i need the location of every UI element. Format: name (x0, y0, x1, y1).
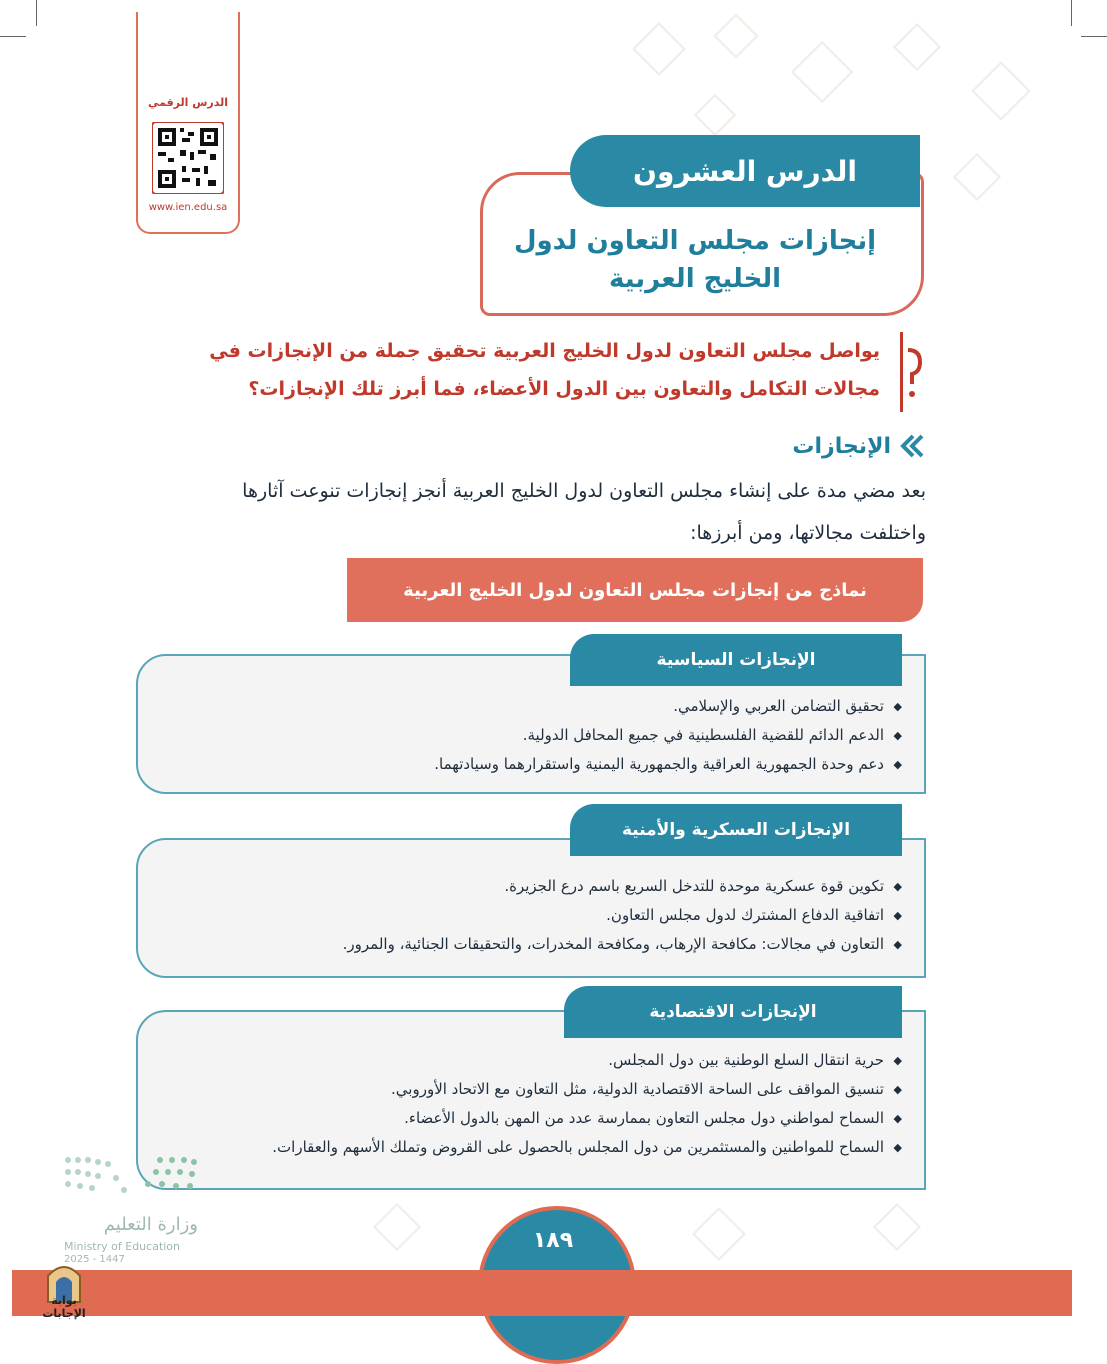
ministry-year: 2025 - 1447 (64, 1254, 125, 1265)
answers-portal-logo[interactable] (28, 1258, 100, 1320)
crop-mark (0, 36, 26, 37)
lesson-title-line1: إنجازات مجلس التعاون لدول (513, 226, 877, 256)
list-item: ◆ تنسيق المواقف على الساحة الاقتصادية الدولية، مثل التعاون مع الاتحاد الأوروبي. (272, 1075, 902, 1104)
decorative-diamond (953, 153, 1001, 201)
ministry-name-en: Ministry of Education (64, 1240, 181, 1253)
decorative-diamond (692, 1207, 746, 1261)
digital-lesson-card[interactable] (136, 12, 240, 234)
economic-achievements-title: الإنجازات الاقتصادية (564, 986, 902, 1038)
double-chevron-icon (899, 433, 925, 459)
decorative-diamond (373, 1203, 421, 1251)
digital-lesson-url[interactable]: www.ien.edu.sa (148, 202, 228, 213)
decorative-diamond (632, 22, 686, 76)
crop-mark (36, 0, 37, 26)
footer-bar-overlay (12, 1270, 1072, 1316)
list-item: ◆ تحقيق التضامن العربي والإسلامي. (434, 692, 902, 721)
digital-lesson-label: الدرس الرقمي (147, 96, 229, 109)
section-body-line1: بعد مضي مدة على إنشاء مجلس التعاون لدول الخليج العربية أنجز إنجازات تنوعت آثارها (242, 480, 926, 502)
decorative-diamond (791, 41, 853, 103)
intro-line2: مجالات التكامل والتعاون بين الدول الأعضاء، فما أبرز تلك الإنجازات؟ (248, 378, 880, 400)
intro-paragraph (128, 332, 880, 408)
decorative-diamond (873, 1203, 921, 1251)
list-item: ◆ تكوين قوة عسكرية موحدة للتدخل السريع باسم درع الجزيرة. (343, 872, 902, 901)
decorative-diamond (713, 13, 758, 58)
intro-line1: يواصل مجلس التعاون لدول الخليج العربية تحقيق جملة من الإنجازات في (209, 340, 880, 362)
list-item: ◆ اتفاقية الدفاع المشترك لدول مجلس التعاون. (343, 901, 902, 930)
section-body (136, 470, 926, 554)
section-heading (700, 428, 925, 464)
list-item: ◆ حرية انتقال السلع الوطنية بين دول المجلس. (272, 1046, 902, 1075)
crop-mark (1071, 0, 1072, 26)
page-number: ١٨٩ (532, 1228, 574, 1253)
list-item: ◆ دعم وحدة الجمهورية العراقية والجمهورية اليمنية واستقرارهما وسيادتهما. (434, 750, 902, 779)
decorative-diamond (893, 23, 941, 71)
ministry-logo (60, 1150, 210, 1270)
ministry-name-ar: وزارة التعليم (103, 1214, 198, 1235)
political-achievements-title: الإنجازات السياسية (570, 634, 902, 686)
models-title-bar: نماذج من إنجازات مجلس التعاون لدول الخليج العربية (347, 558, 923, 622)
lesson-title-line2: الخليج العربية (608, 264, 782, 294)
question-mark-icon (898, 332, 922, 412)
military-achievements-title: الإنجازات العسكرية والأمنية (570, 804, 902, 856)
section-body-line2: واختلفت مجالاتها، ومن أبرزها: (690, 522, 926, 544)
list-item: ◆ السماح لمواطني دول مجلس التعاون بممارسة عدد من المهن بالدول الأعضاء. (272, 1104, 902, 1133)
economic-achievements-list (272, 1046, 902, 1162)
list-item: ◆ السماح للمواطنين والمستثمرين من دول المجلس بالحصول على القروض وتملك الأسهم والعقارات. (272, 1133, 902, 1162)
list-item: ◆ الدعم الدائم للقضية الفلسطينية في جميع المحافل الدولية. (434, 721, 902, 750)
portal-label: بوابة الإجابات (42, 1294, 86, 1320)
decorative-diamond (694, 94, 736, 136)
crop-mark (1081, 36, 1107, 37)
military-achievements-list (343, 872, 902, 959)
political-achievements-list (434, 692, 902, 779)
lesson-title (490, 222, 900, 298)
list-item: ◆ التعاون في مجالات: مكافحة الإرهاب، ومكافحة المخدرات، والتحقيقات الجنائية، والمرور. (343, 930, 902, 959)
military-achievements-box (136, 838, 926, 978)
decorative-diamond (971, 61, 1030, 120)
section-title: الإنجازات (792, 433, 891, 459)
qr-code-icon[interactable] (152, 122, 224, 194)
ministry-dots-icon (60, 1150, 210, 1200)
lesson-number: الدرس العشرون (570, 135, 920, 207)
